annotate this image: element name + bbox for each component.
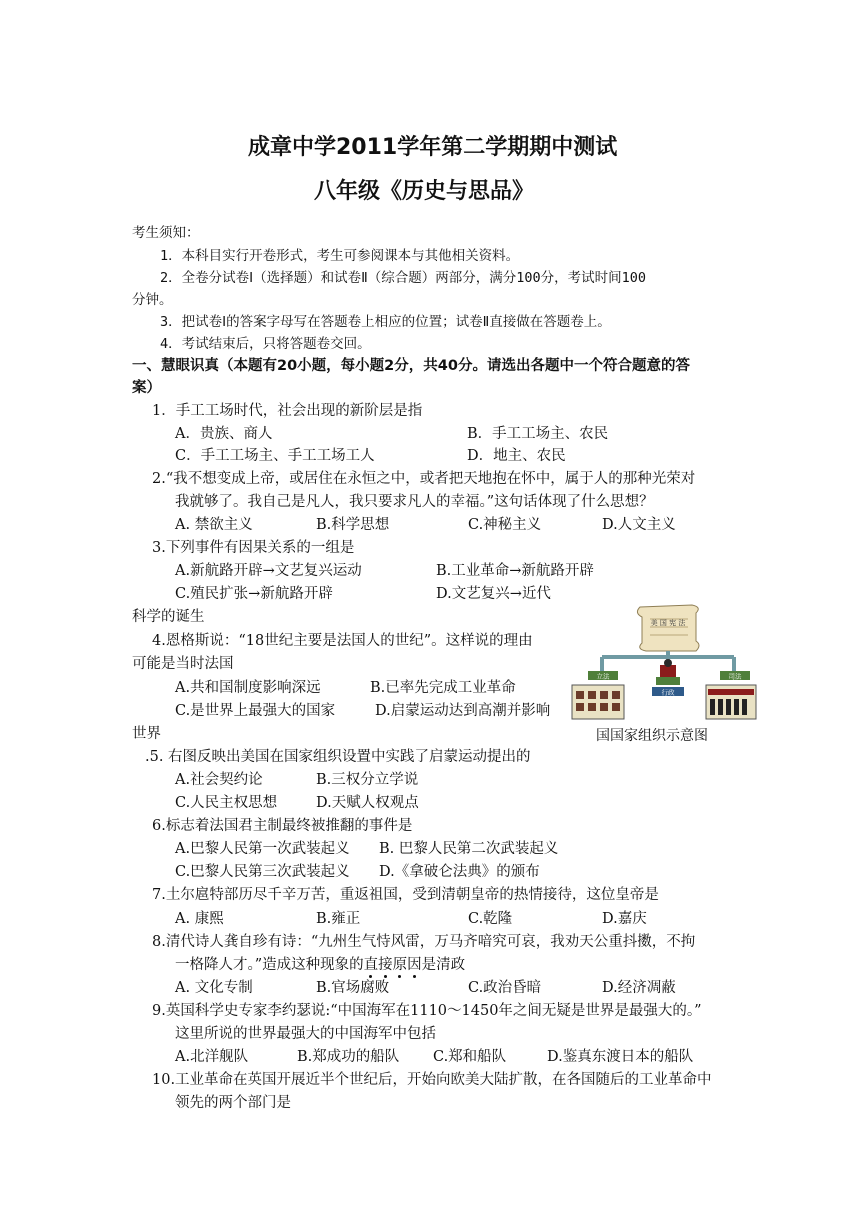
question-stem: 6.标志着法国君主制最终被推翻的事件是 — [152, 818, 413, 834]
option-c: C.殖民扩张→新航路开辟 — [175, 586, 333, 602]
question-stem-cont: 领先的两个部门是 — [175, 1095, 291, 1111]
legislative-label: 立法 — [596, 672, 610, 681]
option-b: B.郑成功的船队 — [297, 1049, 400, 1065]
figure-caption: 国国家组织示意图 — [596, 728, 708, 744]
us-government-diagram — [568, 603, 758, 725]
option-b: B.工业革命→新航路开辟 — [436, 563, 594, 579]
question-stem-cont: 这里所说的世界最强大的中国海军中包括 — [175, 1026, 436, 1042]
option-d-cont: 科学的诞生 — [132, 609, 205, 625]
option-c: C.巴黎人民第三次武装起义 — [175, 864, 350, 880]
option-c: C.郑和船队 — [433, 1049, 507, 1065]
option-c: C.乾隆 — [468, 911, 513, 927]
option-b: B．手工工场主、农民 — [467, 426, 609, 442]
option-a: A. 禁欲主义 — [175, 517, 253, 533]
option-b: B.已率先完成工业革命 — [370, 680, 516, 696]
constitution-scroll-icon — [637, 605, 699, 651]
question-stem: 10.工业革命在英国开展近半个世纪后，开始向欧美大陆扩散，在各国随后的工业革命中 — [152, 1072, 712, 1088]
option-b: B. 巴黎人民第二次武装起义 — [379, 841, 559, 857]
option-d: D.经济凋蔽 — [602, 980, 676, 996]
question-stem: 7.土尔扈特部历尽千辛万苦，重返祖国，受到清朝皇帝的热情接待，这位皇帝是 — [152, 887, 659, 903]
option-d: D.鉴真东渡日本的船队 — [547, 1049, 694, 1065]
option-a: A.共和国制度影响深远 — [175, 680, 321, 696]
court-building-icon — [706, 685, 756, 719]
scroll-label: 美 国 宪 法 — [650, 619, 686, 627]
option-d-cont: 世界 — [132, 726, 161, 742]
notice-heading: 考生须知： — [132, 225, 200, 241]
congress-building-icon — [572, 685, 624, 719]
notice-item: 4．考试结束后，只将答题卷交回。 — [160, 336, 371, 352]
section-heading-cont: 案） — [132, 380, 161, 396]
option-d: D.《拿破仑法典》的颁布 — [379, 864, 540, 880]
question-stem: 8.清代诗人龚自珍有诗：“九州生气恃风雷，万马齐喑究可哀，我劝天公重抖擞，不拘 — [152, 934, 696, 950]
option-b: B.三权分立学说 — [316, 772, 419, 788]
option-a: A. 康熙 — [175, 911, 224, 927]
question-stem: 2.“我不想变成上帝，或居住在永恒之中，或者把天地抱在怀中，属于人的那种光荣对 — [152, 471, 696, 487]
emphasis-direct-cause: 直接原因 — [363, 957, 422, 973]
option-d: D．地主、农民 — [467, 448, 566, 464]
page-subtitle: 八年级《历史与思品》 — [314, 179, 535, 204]
option-d: D.文艺复兴→近代 — [436, 586, 551, 602]
option-c: C.政治昏暗 — [468, 980, 542, 996]
question-stem: 9.英国科学史专家李约瑟说:“中国海军在1110～1450年之间无疑是世界是最强大的。” — [152, 1003, 702, 1019]
section-heading: 一、慧眼识真（本题有20小题，每小题2分，共40分。请选出各题中一个符合题意的答 — [132, 358, 690, 374]
option-c: C.神秘主义 — [468, 517, 542, 533]
question-stem-cont: 我就够了。我自己是凡人，我只要求凡人的幸福。”这句话体现了什么思想？ — [175, 494, 654, 510]
question-stem: 3.下列事件有因果关系的一组是 — [152, 540, 355, 556]
option-d: D.嘉庆 — [602, 911, 647, 927]
question-stem-cont: 一格降人才。”造成这种现象的直接原因是清政 — [175, 957, 466, 973]
option-a: A．贵族、商人 — [175, 426, 273, 442]
option-a: A.巴黎人民第一次武装起义 — [175, 841, 350, 857]
option-c: C．手工工场主、手工工场工人 — [175, 448, 375, 464]
option-a: A.社会契约论 — [175, 772, 263, 788]
option-d: D.启蒙运动达到高潮并影响 — [375, 703, 551, 719]
option-a: A.新航路开辟→文艺复兴运动 — [175, 563, 362, 579]
option-a: A.北洋舰队 — [175, 1049, 249, 1065]
option-b: B.雍正 — [316, 911, 361, 927]
option-c: C.人民主权思想 — [175, 795, 278, 811]
executive-label: 行政 — [661, 688, 675, 697]
option-b: B.科学思想 — [316, 517, 390, 533]
judicial-label: 司法 — [728, 672, 742, 681]
option-d: D.人文主义 — [602, 517, 676, 533]
question-stem: 4.恩格斯说：“18世纪主要是法国人的世纪”。这样说的理由 — [152, 633, 533, 649]
notice-item: 1．本科目实行开卷形式，考生可参阅课本与其他相关资料。 — [160, 248, 520, 264]
page-title: 成章中学2011学年第二学期期中测试 — [248, 135, 618, 160]
option-b: B.官场腐败 — [316, 980, 390, 996]
question-stem: .5. 右图反映出美国在国家组织设置中实践了启蒙运动提出的 — [145, 749, 531, 765]
option-c: C.是世界上最强大的国家 — [175, 703, 336, 719]
notice-item: 2．全卷分试卷Ⅰ（选择题）和试卷Ⅱ（综合题）两部分，满分100分，考试时间100 — [160, 270, 647, 286]
option-d: D.天赋人权观点 — [316, 795, 419, 811]
notice-item: 3．把试卷Ⅰ的答案字母写在答题卷上相应的位置；试卷Ⅱ直接做在答题卷上。 — [160, 314, 611, 330]
question-stem: 1．手工工场时代，社会出现的新阶层是指 — [152, 403, 423, 419]
notice-item: 分钟。 — [132, 292, 173, 308]
question-stem-cont: 可能是当时法国 — [132, 656, 234, 672]
option-a: A. 文化专制 — [175, 980, 253, 996]
